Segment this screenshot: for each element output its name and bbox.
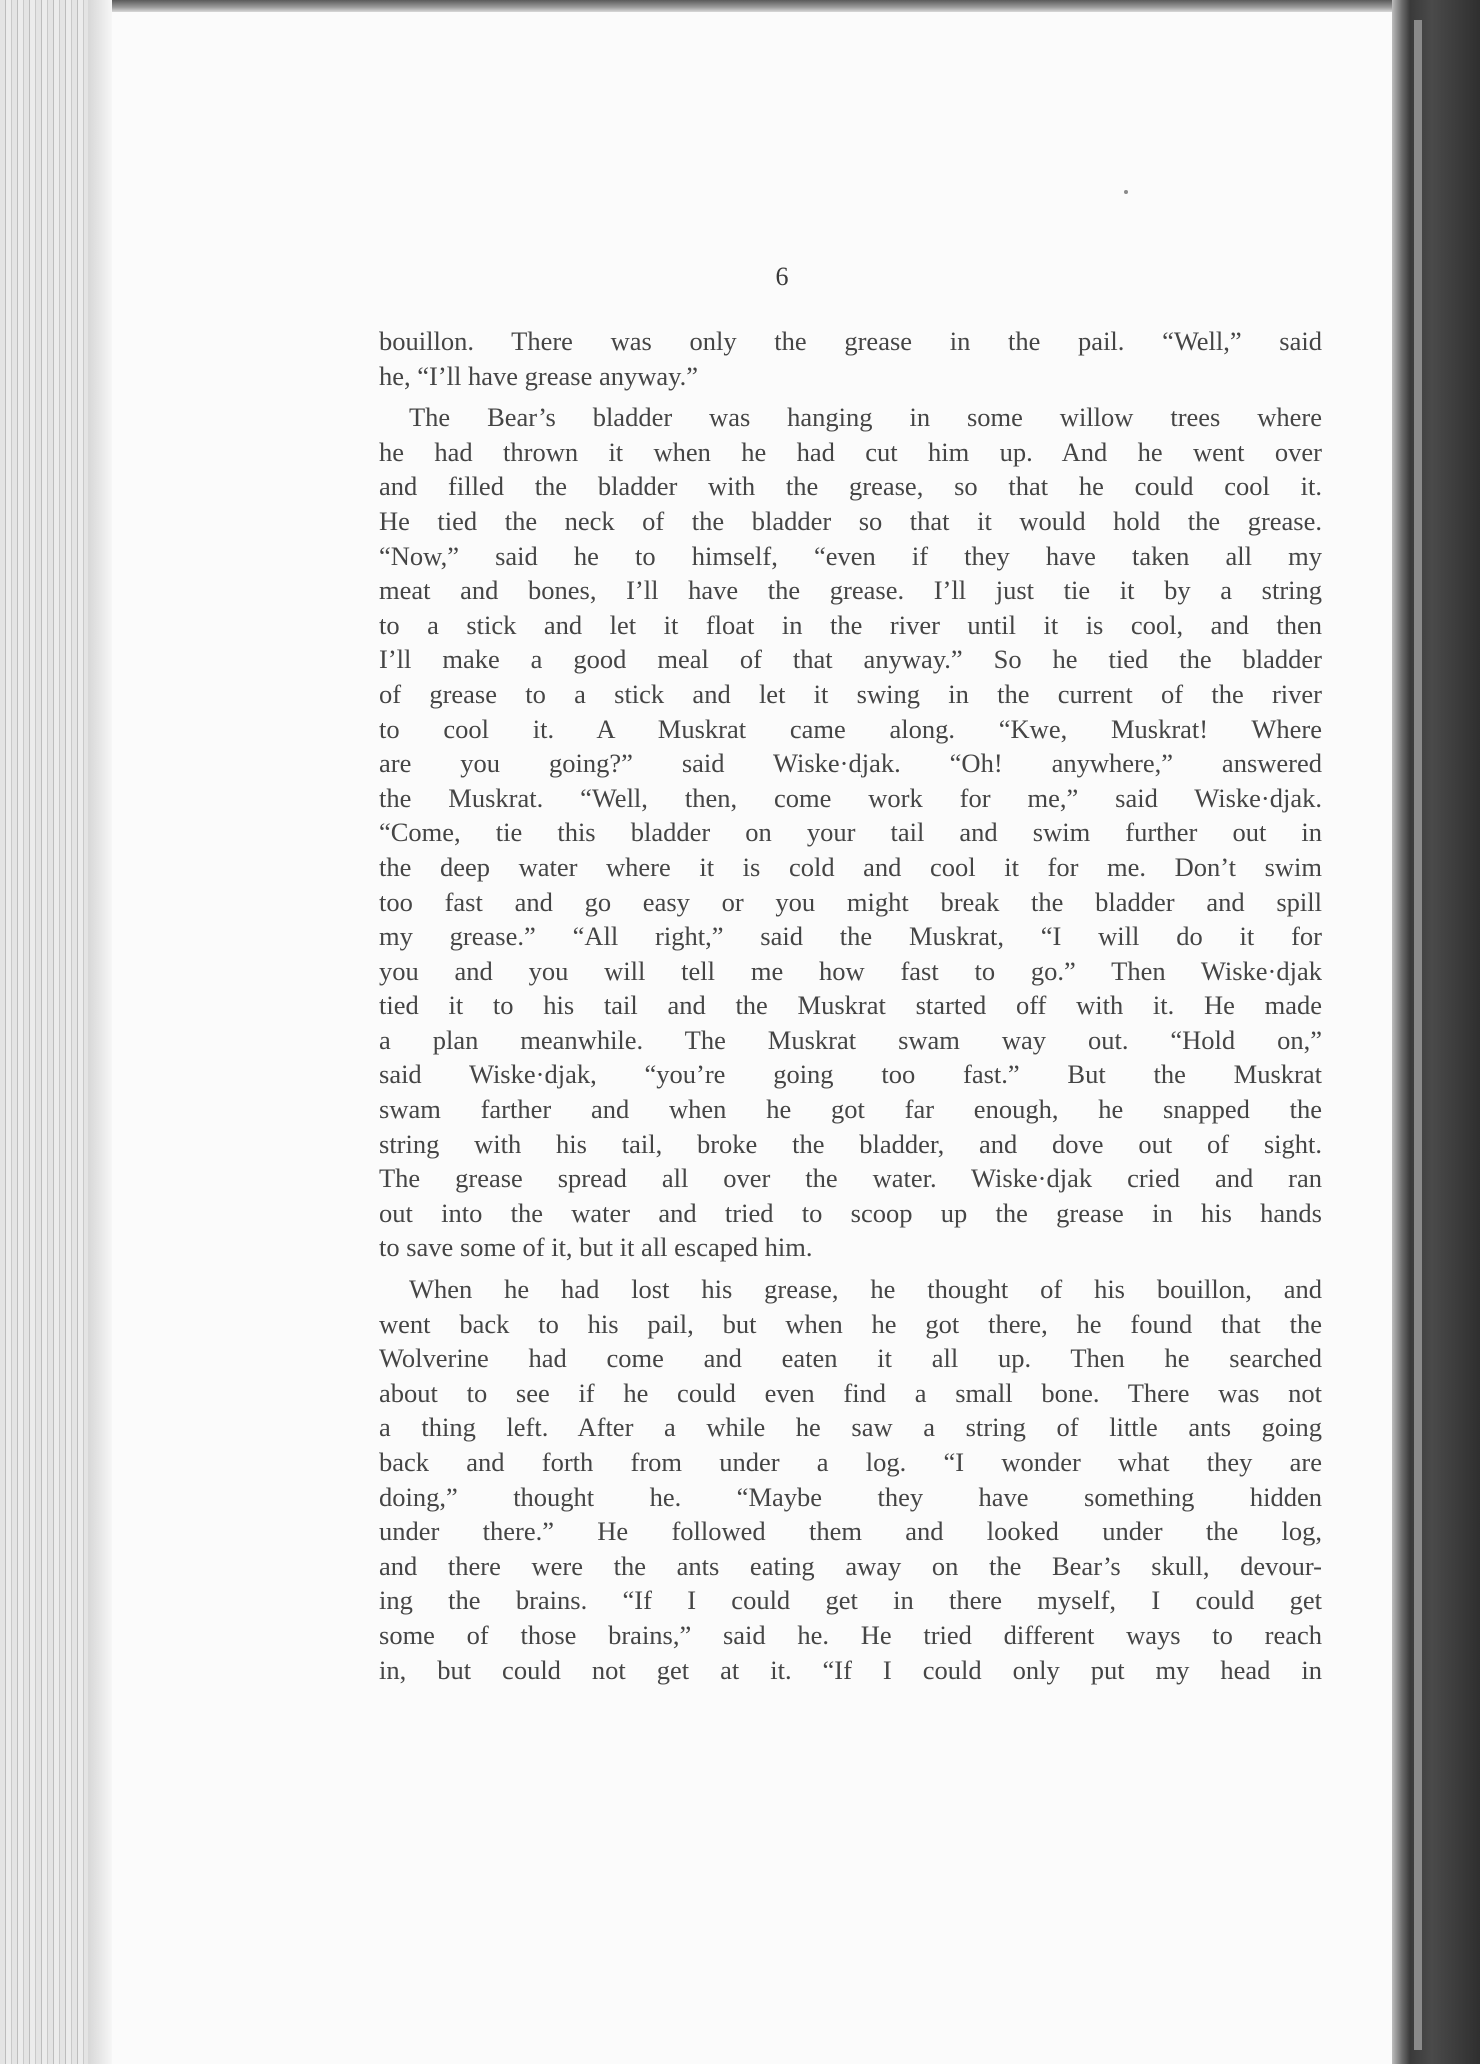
text-line: ing the brains. “If I could get in there myself, I could get <box>379 1585 1322 1616</box>
text-line: some of those brains,” said he. He tried different ways to reach <box>379 1619 1322 1650</box>
text-line: of grease to a stick and let it swing in the current of the river <box>379 678 1322 709</box>
text-line: said Wiske·djak, “you’re going too fast.” But the Muskrat <box>379 1059 1322 1090</box>
text-line: a thing left. After a while he saw a string of little ants going <box>379 1412 1322 1443</box>
book-binding-edge <box>1392 0 1480 2064</box>
text-line: a plan meanwhile. The Muskrat swam way out. “Hold on,” <box>379 1024 1322 1055</box>
text-line: “Now,” said he to himself, “even if they have taken all my <box>379 540 1322 571</box>
paragraph-3 <box>379 1272 1322 1687</box>
text-line: in, but could not get at it. “If I could only put my head in <box>379 1654 1322 1685</box>
text-line: under there.” He followed them and looked under the log, <box>379 1516 1322 1547</box>
text-line: Wolverine had come and eaten it all up. Then he searched <box>379 1343 1322 1374</box>
text-line: too fast and go easy or you might break the bladder and spill <box>379 886 1322 917</box>
text-line: to save some of it, but it all escaped him. <box>379 1232 813 1263</box>
text-line: to cool it. A Muskrat came along. “Kwe, Muskrat! Where <box>379 713 1322 744</box>
body-text <box>379 324 1322 1694</box>
text-line: back and forth from under a log. “I wonder what they are <box>379 1447 1322 1477</box>
text-line: he had thrown it when he had cut him up. And he went over <box>379 436 1322 467</box>
paragraph-2 <box>379 400 1322 1265</box>
text-line: about to see if he could even find a small bone. There was not <box>379 1377 1322 1408</box>
text-line: and there were the ants eating away on the Bear’s skull, devour- <box>379 1550 1322 1581</box>
text-line: to a stick and let it float in the river until it is cool, and then <box>379 609 1322 640</box>
text-line: the Muskrat. “Well, then, come work for me,” said Wiske·djak. <box>379 782 1322 813</box>
text-line: are you going?” said Wiske·djak. “Oh! anywhere,” answered <box>379 748 1322 779</box>
text-line: and filled the bladder with the grease, so that he could cool it. <box>379 471 1322 502</box>
scan-speck <box>1124 190 1128 194</box>
text-line: When he had lost his grease, he thought of his bouillon, and <box>409 1274 1322 1305</box>
text-line: doing,” thought he. “Maybe they have something hidden <box>379 1481 1322 1512</box>
text-line: my grease.” “All right,” said the Muskrat, “I will do it for <box>379 921 1322 952</box>
text-line: the deep water where it is cold and cool it for me. Don’t swim <box>379 851 1322 882</box>
book-page-edges <box>0 0 112 2064</box>
text-line: tied it to his tail and the Muskrat started off with it. He made <box>379 990 1322 1021</box>
text-line: He tied the neck of the bladder so that it would hold the grease. <box>379 505 1322 536</box>
book-page <box>112 12 1392 2064</box>
paragraph-1 <box>379 324 1322 393</box>
text-line: The Bear’s bladder was hanging in some willow trees where <box>409 402 1322 433</box>
text-line: string with his tail, broke the bladder, and dove out of sight. <box>379 1128 1322 1159</box>
text-line: meat and bones, I’ll have the grease. I’ll just tie it by a string <box>379 575 1322 606</box>
text-line: “Come, tie this bladder on your tail and swim further out in <box>379 817 1322 848</box>
text-line: went back to his pail, but when he got there, he found that the <box>379 1308 1322 1339</box>
text-line: The grease spread all over the water. Wiske·djak cried and ran <box>379 1163 1322 1194</box>
text-line: he, “I’ll have grease anyway.” <box>379 360 699 391</box>
text-line: swam farther and when he got far enough, he snapped the <box>379 1094 1322 1125</box>
text-line: out into the water and tried to scoop up the grease in his hands <box>379 1197 1322 1228</box>
page-number: 6 <box>775 262 789 291</box>
text-line: you and you will tell me how fast to go.” Then Wiske·djak <box>379 955 1322 986</box>
text-line: bouillon. There was only the grease in the pail. “Well,” said <box>379 326 1322 356</box>
text-line: I’ll make a good meal of that anyway.” So he tied the bladder <box>379 644 1322 675</box>
scan-top-edge <box>0 0 1480 12</box>
